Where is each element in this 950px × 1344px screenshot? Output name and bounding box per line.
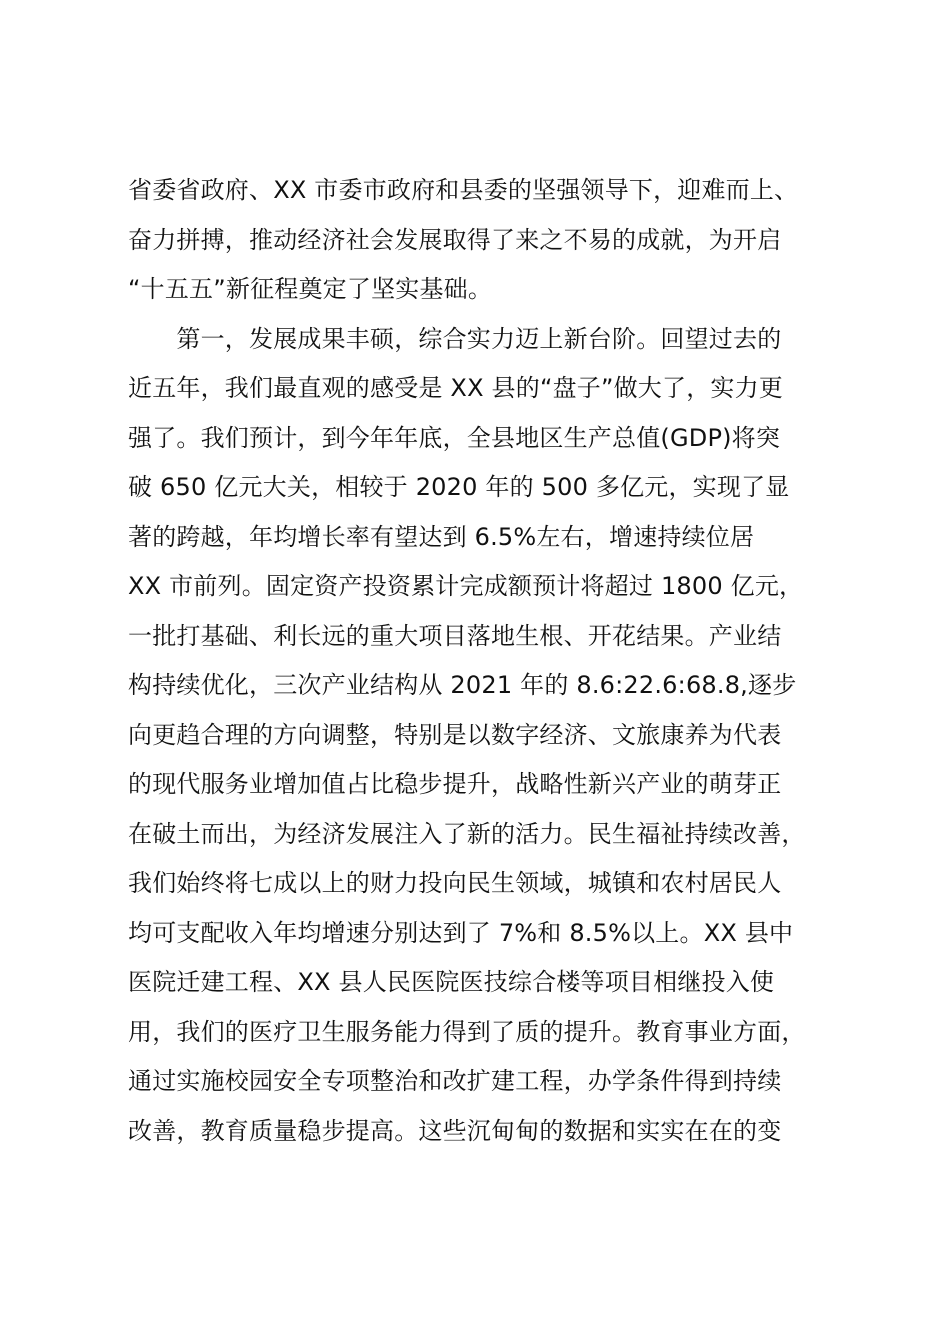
paragraph-first-line: 第一，发展成果丰硕，综合实力迈上新台阶。回望过去的 [128,324,782,353]
text-line: 我们始终将七成以上的财力投向民生领域，城镇和农村居民人 [128,869,782,897]
text-line: 改善，教育质量稳步提高。这些沉甸甸的数据和实实在在的变 [128,1116,782,1145]
text-line: “十五五”新征程奠定了坚实基础。 [128,275,493,303]
text-line: 构持续优化，三次产业结构从 2021 年的 8.6:22.6:68.8,逐步 [128,671,797,699]
text-line: 破 650 亿元大关，相较于 2020 年的 500 多亿元，实现了显 [128,473,790,501]
text-line: 著的跨越，年均增长率有望达到 6.5%左右，增速持续位居 [128,522,755,551]
text-line: 一批打基础、利长远的重大项目落地生根、开花结果。产业结 [128,621,782,650]
text-line: 用，我们的医疗卫生服务能力得到了质的提升。教育事业方面， [128,1017,806,1046]
text-line: 的现代服务业增加值占比稳步提升，战略性新兴产业的萌芽正 [128,770,782,798]
text-line: 强了。我们预计，到今年年底，全县地区生产总值(GDP)将突 [128,423,781,452]
text-line: 省委省政府、XX 市委市政府和县委的坚强领导下，迎难而上、 [128,176,799,204]
document-body [128,166,828,1156]
text-line: 近五年，我们最直观的感受是 XX 县的“盘子”做大了，实力更 [128,374,784,402]
text-line: 通过实施校园安全专项整治和改扩建工程，办学条件得到持续 [128,1067,782,1095]
text-line: 向更趋合理的方向调整，特别是以数字经济、文旅康养为代表 [128,720,782,749]
text-line: 奋力拼搏，推动经济社会发展取得了来之不易的成就，为开启 [128,225,782,254]
text-line: 医院迁建工程、XX 县人民医院医技综合楼等项目相继投入使 [128,968,775,996]
text-line: 均可支配收入年均增速分别达到了 7%和 8.5%以上。XX 县中 [128,918,794,947]
text-line: XX 市前列。固定资产投资累计完成额预计将超过 1800 亿元， [128,572,804,600]
text-line: 在破土而出，为经济发展注入了新的活力。民生福祉持续改善， [128,819,806,848]
